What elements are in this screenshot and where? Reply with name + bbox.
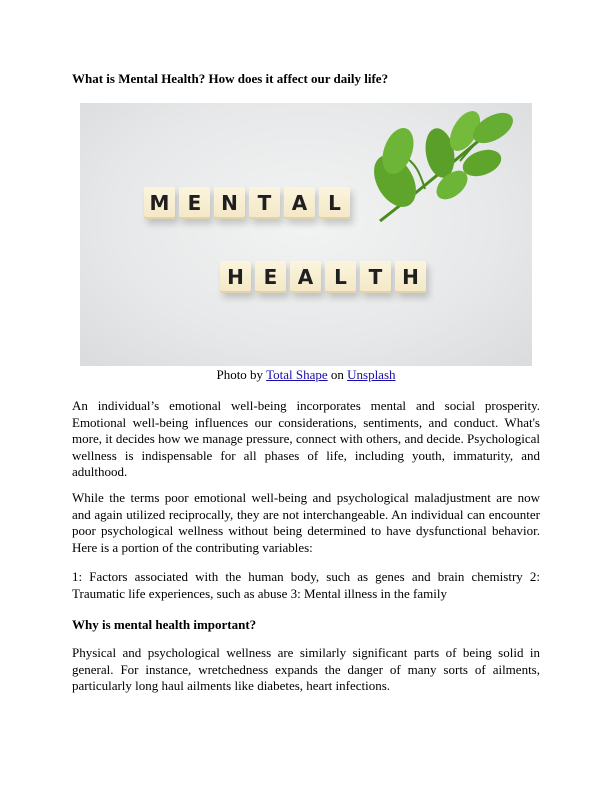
letter-tile: H [220,261,251,293]
unsplash-link[interactable]: Unsplash [347,367,396,382]
author-link[interactable]: Total Shape [266,367,328,382]
letter-tile: H [395,261,426,293]
tile-row-mental [144,187,350,219]
letter-tile: E [255,261,286,293]
letter-tile: N [214,187,245,219]
paragraph-factors: 1: Factors associated with the human body, such as genes and brain chemistry 2: Traumatic life experiences, such as abuse 3: Mental illness in the family [72,569,540,601]
heading-what-is-mental-health: What is Mental Health? How does it affect our daily life? [72,71,389,86]
letter-tile: L [319,187,350,219]
tile-row-health [220,261,426,293]
letter-tile: A [290,261,321,293]
caption-prefix: Photo by [216,367,267,382]
paragraph-intro: An individual’s emotional well-being incorporates mental and social prosperity. Emotional well-being influences our considerations, sentiments, and conduct. What's more, it decides how we manage pressure, connect with others, and decide. Psychological wellness is indispensable for all phases of life, including youth, immaturity, and adulthood. [72,398,540,480]
caption-middle: on [327,367,348,382]
paragraph-importance: Physical and psychological wellness are similarly significant parts of being solid in general. For instance, wretchedness expands the danger of many sorts of ailments, particularly long haul ailments like diabetes, heart infections. [72,645,540,694]
leaf-sprig-icon [80,103,532,366]
letter-tile: E [179,187,210,219]
letter-tile: M [144,187,175,219]
letter-tile: L [325,261,356,293]
letter-tile: T [360,261,391,293]
letter-tile: T [249,187,280,219]
photo-caption [0,367,612,383]
mental-health-photo [80,103,532,366]
heading-why-important: Why is mental health important? [72,617,257,632]
paragraph-terms: While the terms poor emotional well-being and psychological maladjustment are now and again utilized reciprocally, they are not interchangeable. An individual can encounter poor psychological wellness without being determined to have dysfunctional behavior. Here is a portion of the contributing variables: [72,490,540,555]
letter-tile: A [284,187,315,219]
